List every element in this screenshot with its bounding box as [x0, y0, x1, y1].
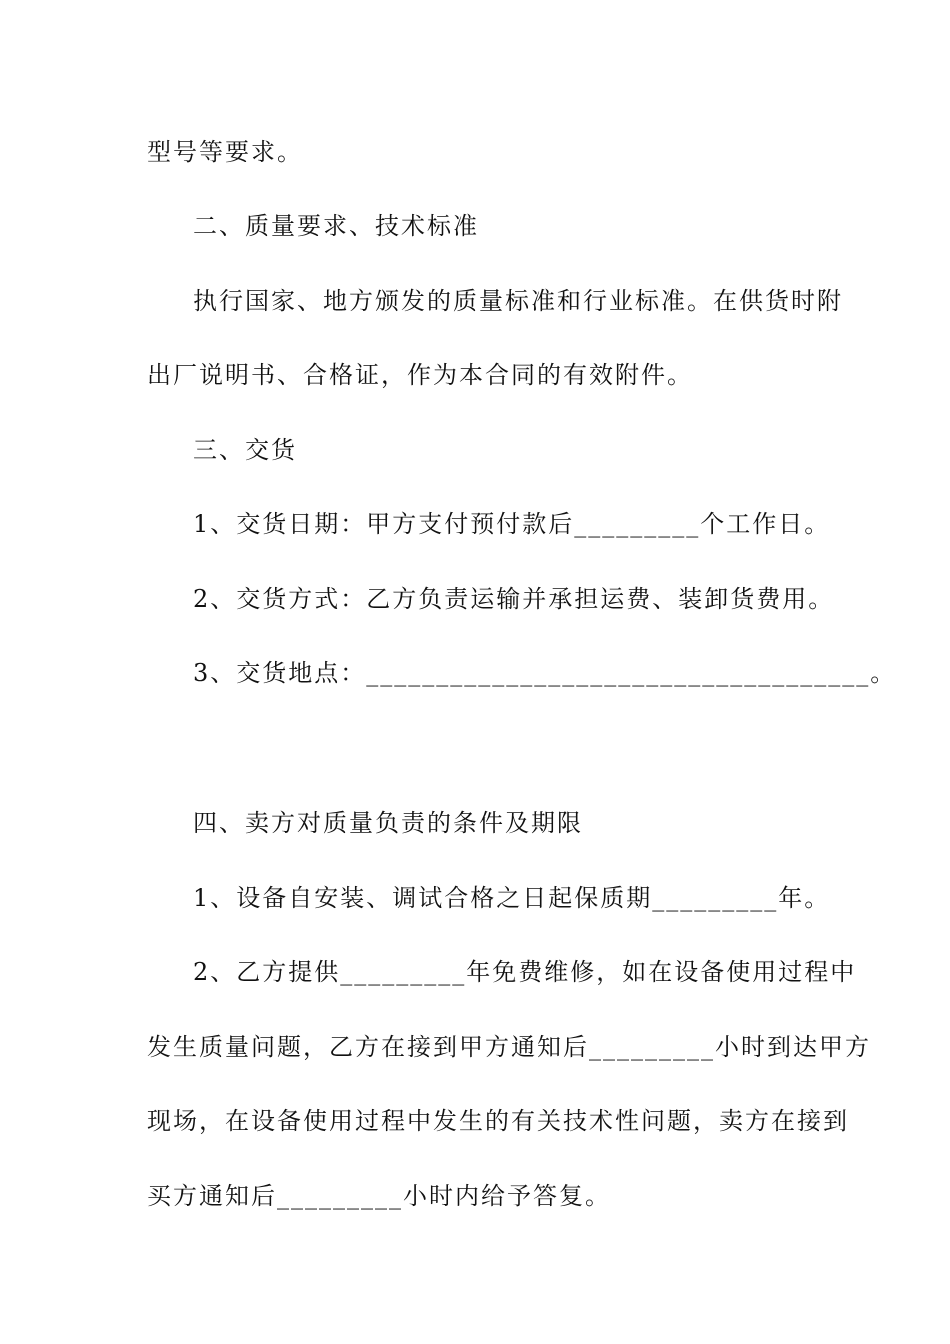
- text-line: 2、乙方提供_________年免费维修，如在设备使用过程中: [193, 958, 857, 986]
- text-line: 型号等要求。: [147, 138, 303, 166]
- text-line: 出厂说明书、合格证，作为本合同的有效附件。: [147, 361, 693, 389]
- text-line: 1、交货日期：甲方支付预付款后_________个工作日。: [193, 510, 831, 538]
- section-heading: 四、卖方对质量负责的条件及期限: [193, 809, 583, 837]
- text-line: 买方通知后_________小时内给予答复。: [147, 1182, 611, 1210]
- text-line: 发生质量问题，乙方在接到甲方通知后_________小时到达甲方: [147, 1033, 871, 1061]
- text-line: 3、交货地点：____________________________________。: [193, 659, 897, 687]
- text-line: 执行国家、地方颁发的质量标准和行业标准。在供货时附: [193, 287, 843, 315]
- text-line: 2、交货方式：乙方负责运输并承担运费、装卸货费用。: [193, 585, 835, 613]
- section-heading: 三、交货: [193, 436, 297, 464]
- text-line: 1、设备自安装、调试合格之日起保质期_________年。: [193, 884, 831, 912]
- text-line: 现场，在设备使用过程中发生的有关技术性问题，卖方在接到: [147, 1107, 849, 1135]
- section-heading: 二、质量要求、技术标准: [193, 212, 479, 240]
